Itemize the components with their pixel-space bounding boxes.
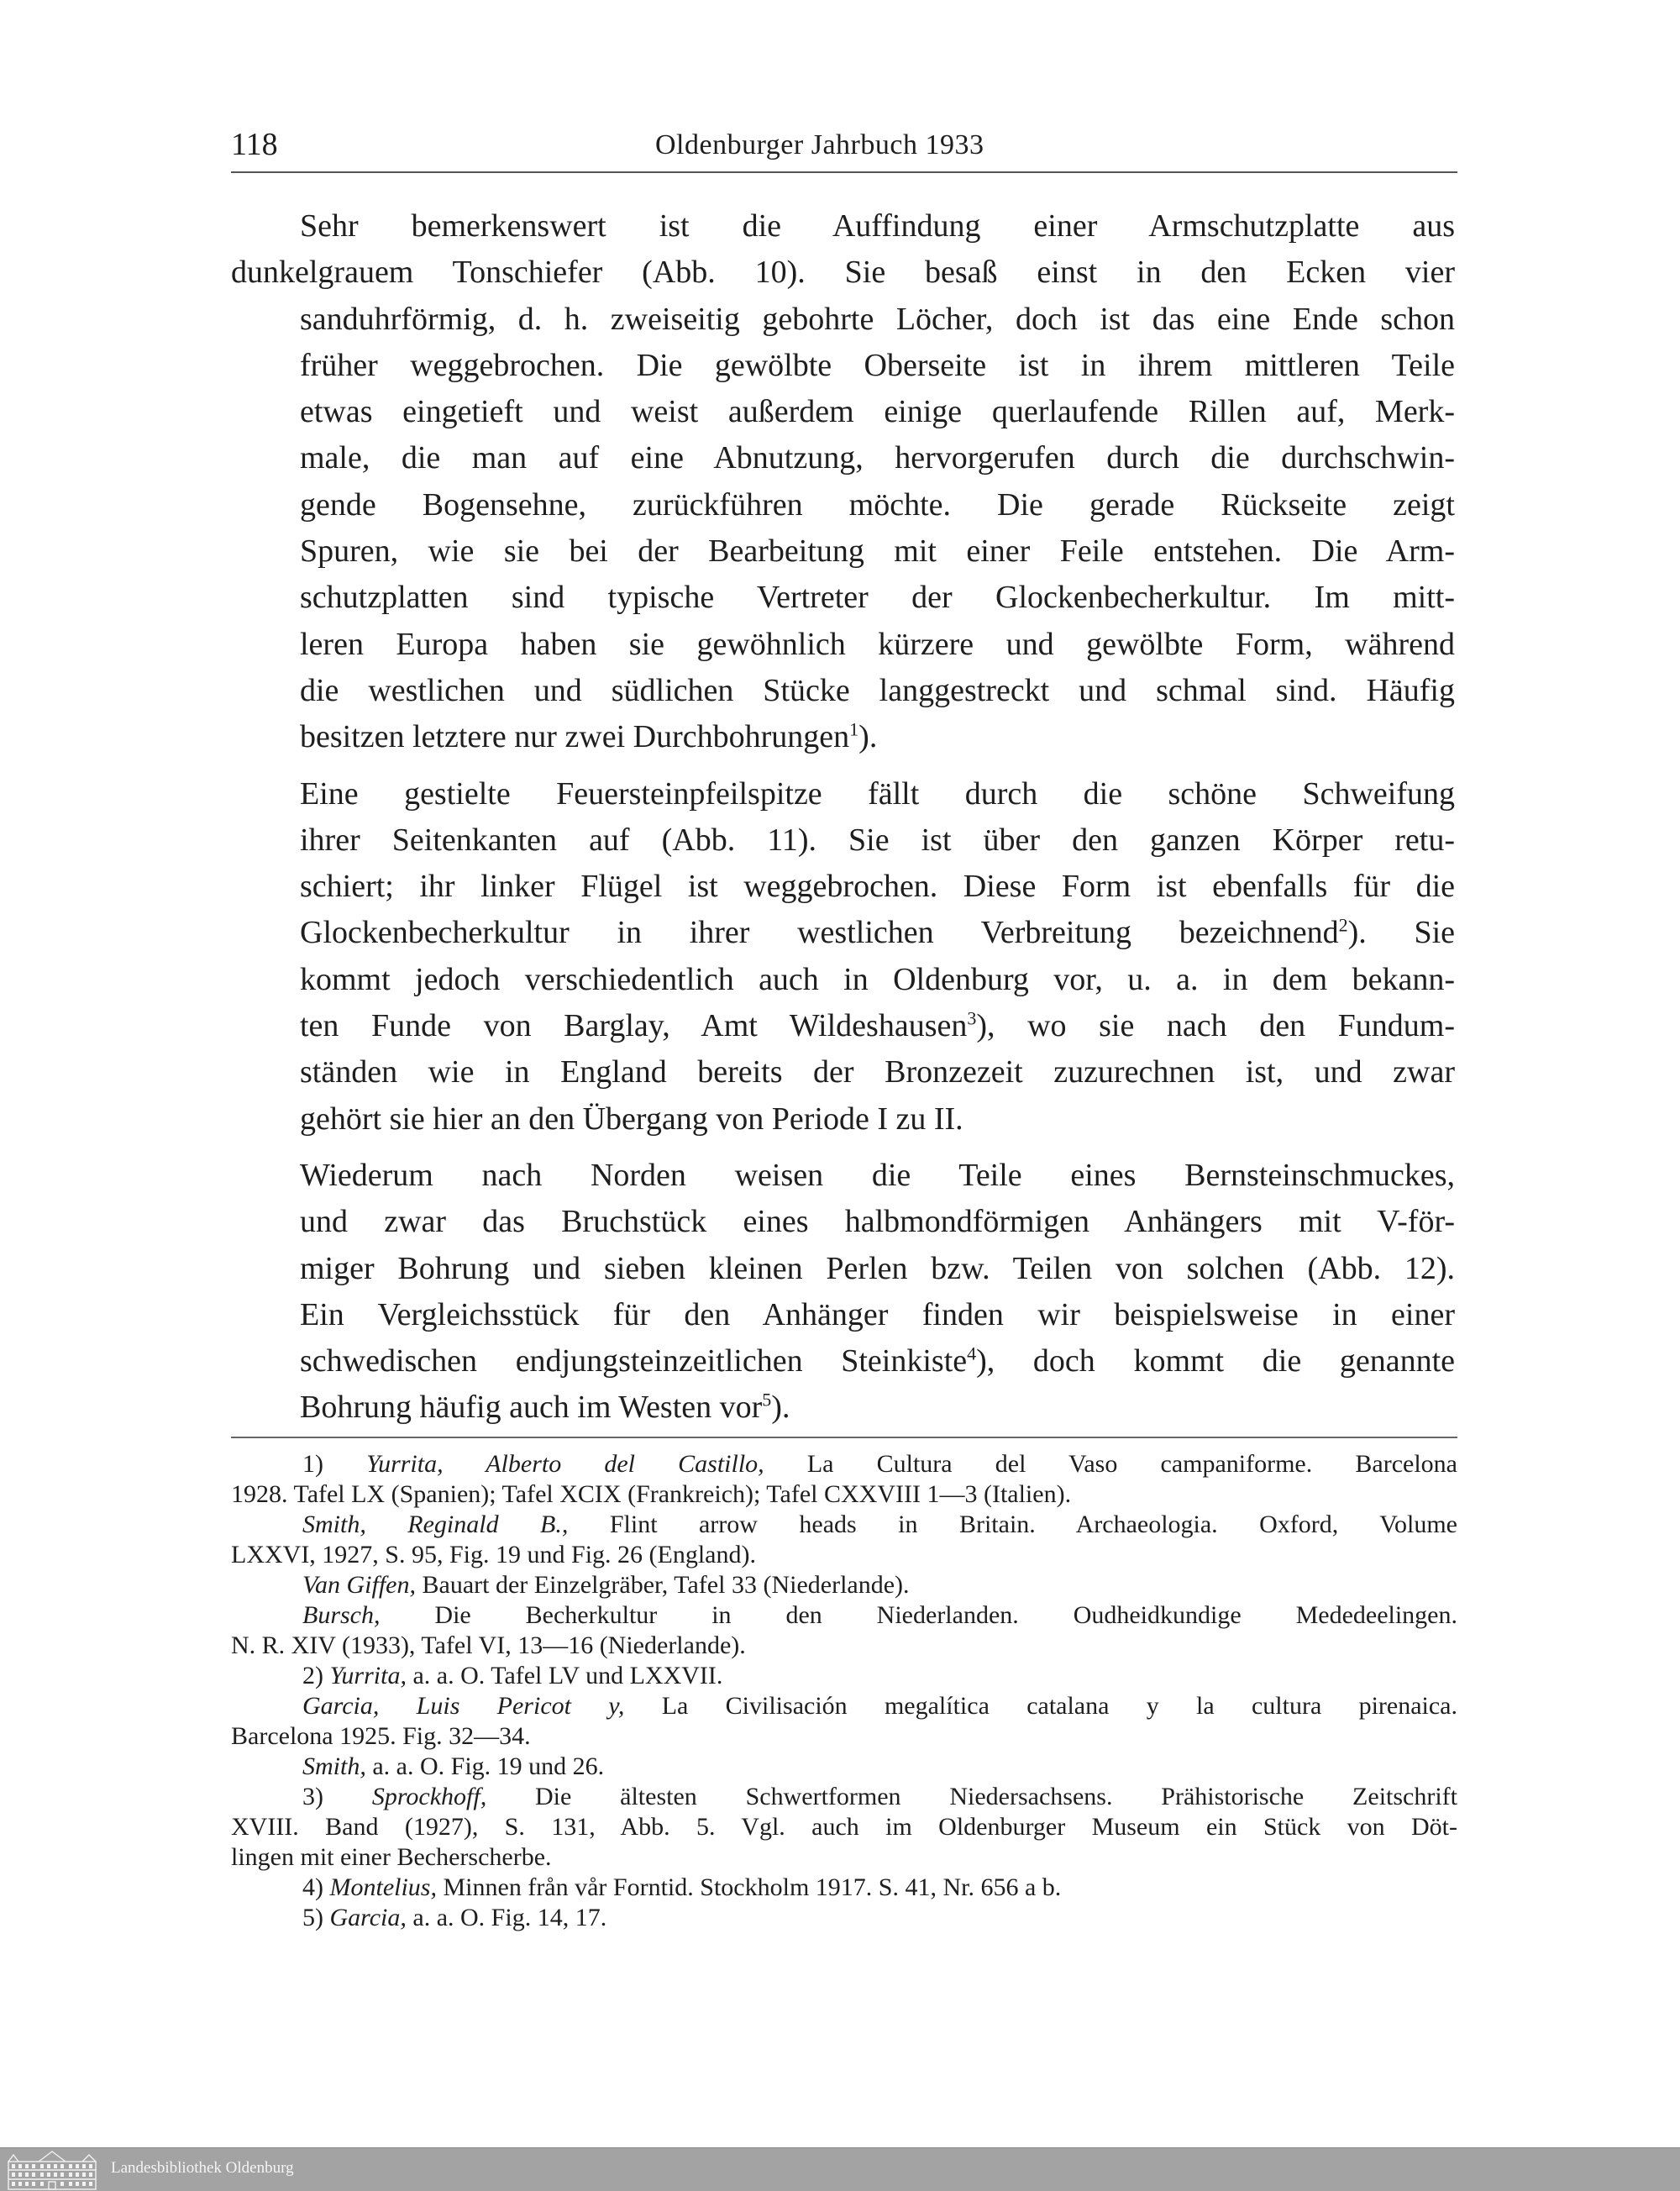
- text-line: gende Bogensehne, zurückführen möchte. Die gerade Rückseite zeigt: [300, 486, 1455, 523]
- text-line: Ein Vergleichsstück für den Anhänger finden wir beispielsweise in einer: [300, 1296, 1455, 1332]
- text-line: [231, 1384, 1455, 1431]
- text-fragment: ).: [858, 719, 878, 755]
- text-line: die westlichen und südlichen Stücke langgestreckt und schmal sind. Häufig: [300, 672, 1455, 708]
- footnote-ref-5[interactable]: 5: [762, 1389, 772, 1411]
- text-line: gehört sie hier an den Übergang von Periode I zu II.: [300, 1101, 963, 1137]
- footnote-author: Smith,: [302, 1752, 366, 1780]
- footnotes: [231, 1452, 1457, 1931]
- text-line: male, die man auf eine Abnutzung, hervorgerufen durch die durchschwin-: [300, 440, 1455, 476]
- running-head: [231, 126, 1453, 168]
- footnote-4: [231, 1875, 1457, 1900]
- footnote-text: Die Becherkultur in den Niederlanden. Oudheidkundige Mededeelingen.: [380, 1601, 1457, 1629]
- text-fragment: ).: [771, 1390, 790, 1426]
- footnote-author: Yurrita,: [329, 1662, 407, 1689]
- text-fragment: besitzen letztere nur zwei Durchbohrungen: [300, 719, 850, 755]
- footnote-continuation: LXXVI, 1927, S. 95, Fig. 19 und Fig. 26 (England).: [231, 1541, 756, 1568]
- main-text: [231, 203, 1455, 1432]
- footnote-text: La Civilisación megalítica catalana y la cultura pirenaica.: [624, 1692, 1457, 1720]
- footnote-text: a. a. O. Fig. 19 und 26.: [365, 1752, 605, 1780]
- paragraph-1: [231, 203, 1455, 761]
- footnote-text: Bauart der Einzelgräber, Tafel 33 (Niederlande).: [416, 1571, 910, 1599]
- footnote-1-ref-vangiffen: [231, 1573, 1457, 1598]
- library-building-icon: [7, 2150, 97, 2190]
- footnote-continuation: N. R. XIV (1933), Tafel VI, 13—16 (Niederlande).: [231, 1631, 746, 1659]
- footnote-author: Smith, Reginald B.,: [302, 1511, 569, 1538]
- footnote-marker: 2): [302, 1662, 323, 1689]
- text-line: Sehr bemerkenswert ist die Auffindung einer Armschutzplatte aus: [300, 208, 1455, 244]
- footnote-author: Yurrita, Alberto del Castillo,: [366, 1450, 764, 1478]
- footnote-text: Minnen från vår Forntid. Stockholm 1917. S. 41, Nr. 656 a b.: [437, 1873, 1062, 1901]
- footnote-5: [231, 1905, 1457, 1931]
- footnote-ref-1[interactable]: 1: [849, 718, 859, 740]
- page-number: 118: [231, 127, 278, 162]
- text-line: [231, 1003, 1455, 1049]
- text-line: dunkelgrauem Tonschiefer (Abb. 10). Sie besaß einst in den Ecken vier: [231, 255, 1455, 291]
- footer-bar: [0, 2147, 1680, 2191]
- text-line: ihrer Seitenkanten auf (Abb. 11). Sie ist über den ganzen Körper retu-: [300, 822, 1455, 858]
- footnote-text: La Cultura del Vaso campaniforme. Barcelona: [764, 1450, 1457, 1478]
- footnote-continuation: 1928. Tafel LX (Spanien); Tafel XCIX (Frankreich); Tafel CXXVIII 1—3 (Italien).: [231, 1480, 1072, 1508]
- footnote-marker: 1): [302, 1450, 323, 1478]
- text-line: etwas eingetieft und weist außerdem einige querlaufende Rillen auf, Merk-: [300, 394, 1455, 430]
- text-line: schutzplatten sind typische Vertreter der Glockenbecherkultur. Im mitt-: [300, 580, 1455, 616]
- footnote-2-ref-smith: [231, 1754, 1457, 1779]
- footnote-ref-2[interactable]: 2: [1338, 914, 1348, 936]
- text-line: [231, 910, 1455, 956]
- paragraph-3: [231, 1153, 1455, 1432]
- footnote-1-ref-bursch: [231, 1603, 1457, 1628]
- footnote-continuation: Barcelona 1925. Fig. 32—34.: [231, 1722, 531, 1750]
- footnote-continuation: XVIII. Band (1927), S. 131, Abb. 5. Vgl. auch im Oldenburger Museum ein Stück von Döt-: [231, 1813, 1457, 1841]
- footnote-author: Van Giffen,: [302, 1571, 416, 1599]
- footnote-author: Garcia,: [329, 1904, 407, 1931]
- footnote-author: Garcia, Luis Pericot y,: [302, 1692, 625, 1720]
- text-line: leren Europa haben sie gewöhnlich kürzere und gewölbte Form, während: [300, 626, 1455, 662]
- footnote-divider: [231, 1437, 1457, 1438]
- footnote-text: Die ältesten Schwertformen Niedersachsens. Prähistorische Zeitschrift: [486, 1783, 1458, 1810]
- text-line: sanduhrförmig, d. h. zweiseitig gebohrte Löcher, doch ist das eine Ende schon: [300, 301, 1455, 337]
- text-line: Wiederum nach Norden weisen die Teile eines Bernsteinschmuckes,: [300, 1157, 1455, 1193]
- footnote-marker: 4): [302, 1873, 323, 1901]
- text-line: miger Bohrung und sieben kleinen Perlen bzw. Teilen von solchen (Abb. 12).: [300, 1250, 1455, 1286]
- text-line: [231, 714, 1455, 760]
- footnote-text: a. a. O. Tafel LV und LXXVII.: [406, 1662, 723, 1689]
- text-line: schiert; ihr linker Flügel ist weggebrochen. Diese Form ist ebenfalls für die: [300, 869, 1455, 905]
- library-name: Landesbibliothek Oldenburg: [111, 2159, 294, 2177]
- text-line: kommt jedoch verschiedentlich auch in Oldenburg vor, u. a. in dem bekann-: [300, 961, 1455, 997]
- footnote-2-ref-garcia: [231, 1694, 1457, 1719]
- footnote-marker: 5): [302, 1904, 323, 1931]
- footnote-author: Sprockhoff,: [371, 1783, 487, 1810]
- footnote-3: [231, 1784, 1457, 1810]
- footnote-marker: 3): [302, 1783, 323, 1810]
- text-fragment: Glockenbecherkultur in ihrer westlichen Verbreitung bezeichnend: [300, 915, 1339, 951]
- text-fragment: ten Funde von Barglay, Amt Wildeshausen: [300, 1008, 968, 1044]
- text-fragment: ). Sie: [1347, 915, 1455, 951]
- text-line: Spuren, wie sie bei der Bearbeitung mit einer Feile entstehen. Die Arm-: [300, 533, 1455, 570]
- footnote-text: Flint arrow heads in Britain. Archaeologia. Oxford, Volume: [568, 1511, 1457, 1538]
- text-line: [231, 1338, 1455, 1384]
- footnote-author: Bursch,: [302, 1601, 381, 1629]
- text-line: Eine gestielte Feuersteinpfeilspitze fällt durch die schöne Schweifung: [300, 775, 1455, 812]
- footnote-1-ref-smith: [231, 1512, 1457, 1537]
- text-line: früher weggebrochen. Die gewölbte Oberseite ist in ihrem mittleren Teile: [300, 347, 1455, 383]
- footnote-text: a. a. O. Fig. 14, 17.: [406, 1904, 607, 1931]
- footnote-continuation: lingen mit einer Becherscherbe.: [231, 1843, 552, 1871]
- text-fragment: Bohrung häufig auch im Westen vor: [300, 1390, 763, 1426]
- paragraph-2: [231, 771, 1455, 1143]
- journal-title: Oldenburger Jahrbuch 1933: [655, 129, 984, 160]
- footnote-ref-3[interactable]: 3: [967, 1007, 977, 1029]
- footnote-ref-4[interactable]: 4: [967, 1342, 977, 1364]
- footnote-author: Montelius,: [329, 1873, 437, 1901]
- text-line: ständen wie in England bereits der Bronzezeit zuzurechnen ist, und zwar: [300, 1054, 1455, 1090]
- text-line: und zwar das Bruchstück eines halbmondförmigen Anhängers mit V-för-: [300, 1204, 1455, 1240]
- header-divider: [231, 171, 1457, 173]
- text-fragment: schwedischen endjungsteinzeitlichen Steinkiste: [300, 1343, 968, 1379]
- text-fragment: ), doch kommt die genannte: [976, 1343, 1455, 1379]
- footnote-2: [231, 1663, 1457, 1689]
- footnote-1: [231, 1452, 1457, 1477]
- text-fragment: ), wo sie nach den Fundum-: [976, 1008, 1455, 1044]
